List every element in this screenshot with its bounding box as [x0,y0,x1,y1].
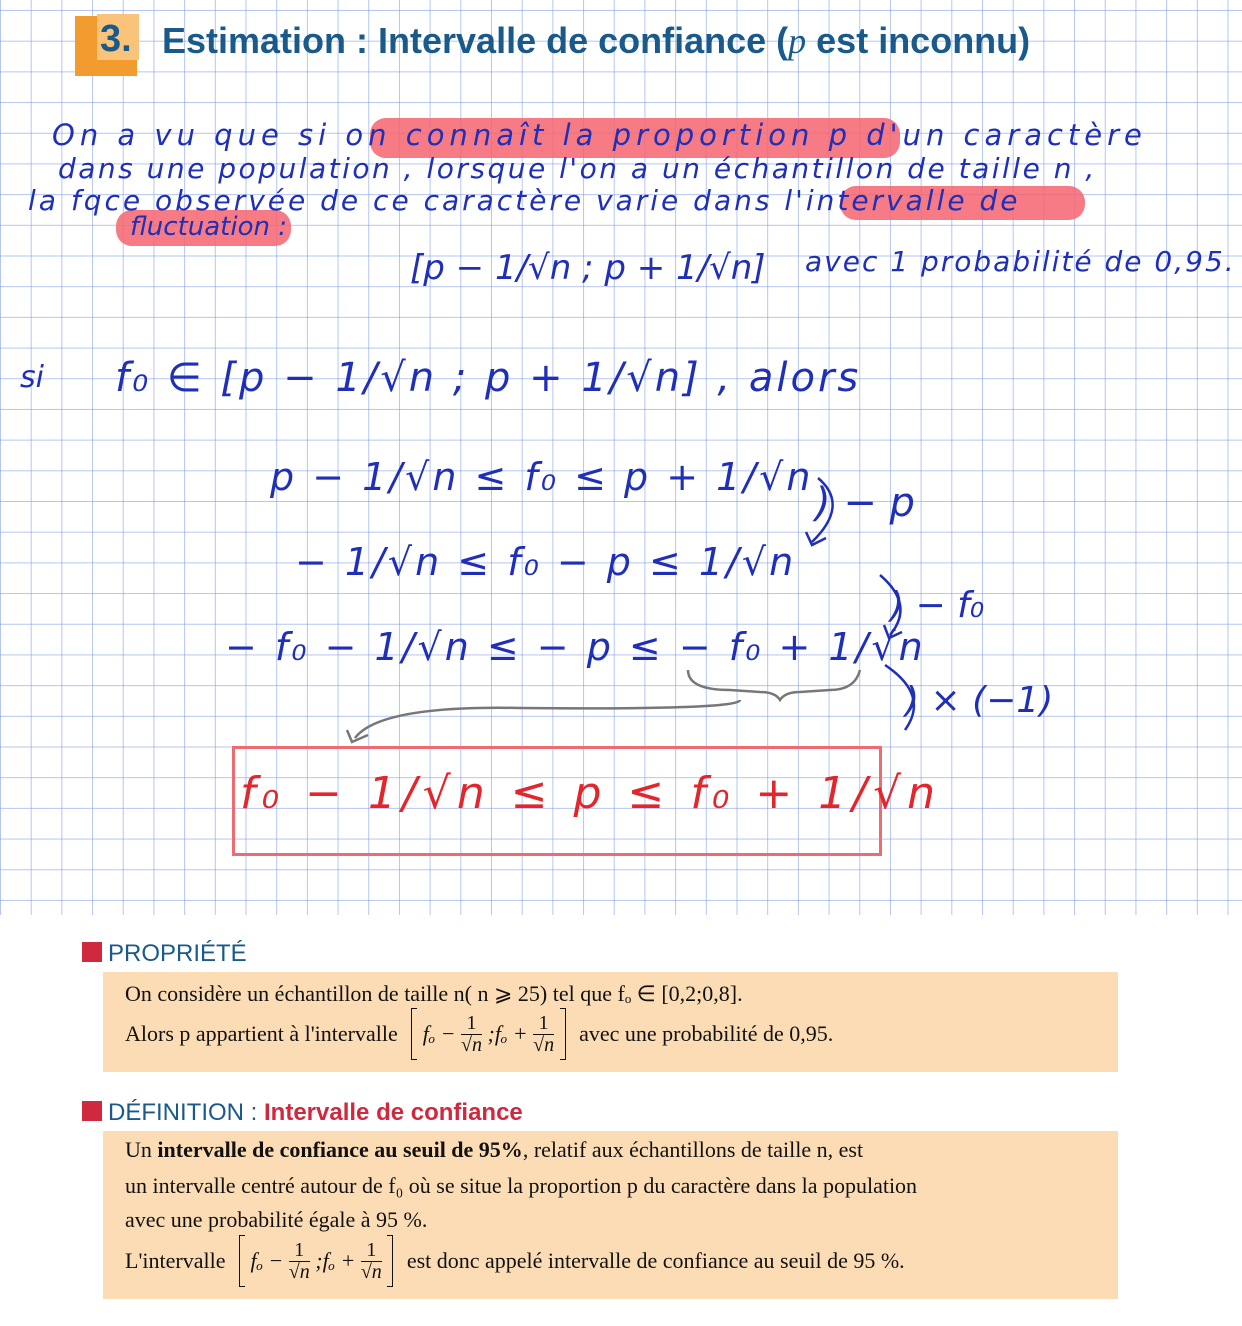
definition-box [103,1131,1118,1299]
definition-heading [82,1099,523,1127]
arrow-step-3 [885,665,914,730]
title-part-2: est inconnu) [806,20,1031,61]
definition-line-4a: L'intervalle [125,1248,226,1273]
formula-lower: fₒ − [422,1021,456,1046]
arrow-to-result [355,700,740,738]
title-variable: p [788,21,807,61]
definition-line-1: Un intervalle de confiance au seuil de 95%, relatif aux échantillons de taille n, est [125,1137,864,1162]
heading-square-icon [82,1101,102,1121]
step-times-minus-one: ) × (−1) [905,680,1054,721]
note-si: si [20,360,44,395]
note-line-1: On a vu que si on connaît la proportion p d'un caractère [52,118,1147,152]
definition-line-2: un intervalle centré autour de f₀ où se situe la proportion p du caractère dans la population [125,1173,918,1198]
bracket-left [411,1008,417,1060]
fraction-1-over-sqrt-n: $\frac{1}{√n}$ [360,1238,382,1283]
formula-upper: ;fₒ + [487,1021,528,1046]
propriete-line-2b: avec une probabilité de 0,95. [579,1021,834,1046]
note-line-4: fluctuation : [130,212,288,242]
propriete-box [103,972,1118,1072]
definition-term: Intervalle de confiance [264,1099,523,1126]
formula-upper: ;fₒ + [315,1248,356,1273]
step-minus-p: ) − p [815,480,915,526]
note-interval: [p − 1/√n ; p + 1/√n] [410,248,766,288]
arrow-step-1 [812,478,833,542]
propriete-line-1: On considère un échantillon de taille n( n ⩾ 25) tel que fₒ ∈ [0,2;0,8]. [125,981,743,1006]
bracket-right [387,1235,393,1287]
propriete-title: PROPRIÉTÉ [108,940,247,967]
title-part-1: Estimation : Intervalle de confiance ( [162,20,789,61]
definition-label: DÉFINITION : [108,1099,258,1126]
inequality-3: − f₀ − 1/√n ≤ − p ≤ − f₀ + 1/√n [225,625,926,669]
heading-square-icon [82,942,102,962]
brace [688,670,860,700]
propriete-heading [82,940,247,968]
definition-line-4b: est donc appelé intervalle de confiance au seuil de 95 %. [406,1248,905,1273]
note-line-2: dans une population , lorsque l'on a un échantillon de taille n , [58,152,1097,185]
definition-line-3: avec une probabilité égale à 95 %. [125,1207,428,1232]
inequality-1: p − 1/√n ≤ f₀ ≤ p + 1/√n [270,455,814,499]
formula-lower: fₒ − [250,1248,284,1273]
definition-line-4 [125,1235,905,1287]
fraction-1-over-sqrt-n: $\frac{1}{√n}$ [288,1238,310,1283]
bracket-left [239,1235,245,1287]
note-line-3: la fqce observée de ce caractère varie dans l'intervalle de [28,184,1021,217]
bracket-right [560,1008,566,1060]
note-probability: avec 1 probabilité de 0,95. [805,245,1236,278]
fraction-1-over-sqrt-n: $\frac{1}{√n}$ [533,1011,555,1056]
fraction-1-over-sqrt-n: $\frac{1}{√n}$ [461,1011,483,1056]
propriete-line-2a: Alors p appartient à l'intervalle [125,1021,398,1046]
section-number: 3. [100,18,132,60]
step-minus-fo: ) − f₀ [890,585,985,626]
propriete-line-2 [125,1008,833,1060]
result-inequality: f₀ − 1/√n ≤ p ≤ f₀ + 1/√n [240,768,942,819]
note-condition: f₀ ∈ [p − 1/√n ; p + 1/√n] , alors [115,355,862,401]
inequality-2: − 1/√n ≤ f₀ − p ≤ 1/√n [295,540,797,584]
